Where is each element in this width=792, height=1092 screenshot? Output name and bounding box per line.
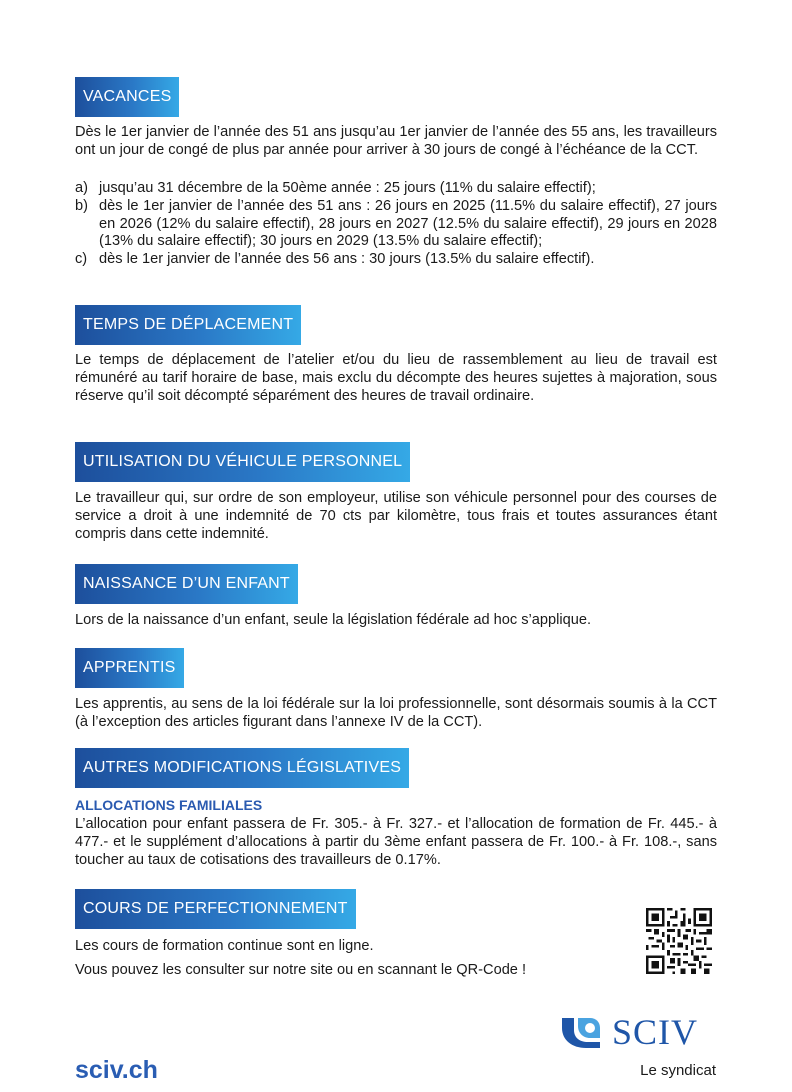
cours-line-2: Vous pouvez les consulter sur notre site ou en scannant le QR-Code ! bbox=[75, 962, 527, 978]
logo-wordmark: SCIV bbox=[612, 1012, 699, 1052]
subheading-allocations: ALLOCATIONS FAMILIALES bbox=[75, 797, 263, 813]
vacances-intro: Dès le 1er janvier de l’année des 51 ans jusqu’au 1er janvier de l’année des 55 ans, les travailleurs ont un jour de congé de plus par année pour arriver à 30 jours de congé à l’échéance de la CCT. bbox=[75, 124, 717, 158]
section-heading-apprentis: APPRENTIS bbox=[75, 648, 184, 688]
vehicule-text: Le travailleur qui, sur ordre de son employeur, utilise son véhicule personnel pour des courses de service a droit à une indemnité de 70 cts par kilomètre, tous frais et toutes assurances étant compris dans cette indemnité. bbox=[75, 490, 717, 542]
sciv-logo-mark bbox=[560, 1014, 602, 1050]
list-text: jusqu’au 31 décembre de la 50ème année : 25 jours (11% du salaire effectif); bbox=[99, 180, 596, 196]
section-heading-vehicule: UTILISATION DU VÉHICULE PERSONNEL bbox=[75, 442, 410, 482]
website-link[interactable]: sciv.ch bbox=[75, 1056, 158, 1084]
section-heading-deplacement: TEMPS DE DÉPLACEMENT bbox=[75, 305, 301, 345]
list-item bbox=[75, 198, 717, 251]
qr-code-icon[interactable] bbox=[646, 908, 712, 974]
list-marker: b) bbox=[75, 197, 88, 214]
list-item bbox=[75, 251, 717, 269]
sciv-logo bbox=[560, 1012, 720, 1082]
list-text: dès le 1er janvier de l’année des 51 ans : 26 jours en 2025 (11.5% du salaire effectif), 27 jours en 2026 (12% du salaire effectif), 28 jours en 2027 (12.5% du salaire effectif), 29 jours en 2028 (13% du salaire effectif); 30 jours en 2029 (13.5% du salaire effectif); bbox=[99, 197, 717, 250]
section-heading-naissance: NAISSANCE D’UN ENFANT bbox=[75, 564, 298, 604]
list-item bbox=[75, 180, 717, 198]
deplacement-text: Le temps de déplacement de l’atelier et/ou du lieu de rassemblement au lieu de travail est rémunéré au tarif horaire de base, mais exclu du décompte des heures sujettes à majoration, sous réserve qu’il soit décompté séparément des heures de travail ordinaire. bbox=[75, 352, 717, 404]
section-heading-vacances: VACANCES bbox=[75, 77, 179, 117]
naissance-text: Lors de la naissance d’un enfant, seule la législation fédérale ad hoc s’applique. bbox=[75, 612, 591, 628]
logo-tagline: Le syndicat bbox=[640, 1062, 716, 1079]
list-text: dès le 1er janvier de l’année des 56 ans : 30 jours (13.5% du salaire effectif). bbox=[99, 251, 595, 268]
apprentis-text: Les apprentis, au sens de la loi fédérale sur la loi professionnelle, sont désormais soumis à la CCT (à l’exception des articles figurant dans l’annexe IV de la CCT). bbox=[75, 696, 717, 730]
section-heading-cours: COURS DE PERFECTIONNEMENT bbox=[75, 889, 356, 929]
allocations-text: L’allocation pour enfant passera de Fr. 305.- à Fr. 327.- et l’allocation de formation de Fr. 445.- à 477.- et le supplément d’allocations à partir du 3ème enfant passera de Fr. 100.- à Fr. 108.-, sans toucher au taux de cotisations des travailleurs de 0.17%. bbox=[75, 816, 717, 868]
list-marker: c) bbox=[75, 251, 88, 268]
cours-line-1: Les cours de formation continue sont en ligne. bbox=[75, 938, 374, 954]
section-heading-autres: AUTRES MODIFICATIONS LÉGISLATIVES bbox=[75, 748, 409, 788]
vacances-list bbox=[75, 180, 717, 269]
list-marker: a) bbox=[75, 180, 88, 196]
